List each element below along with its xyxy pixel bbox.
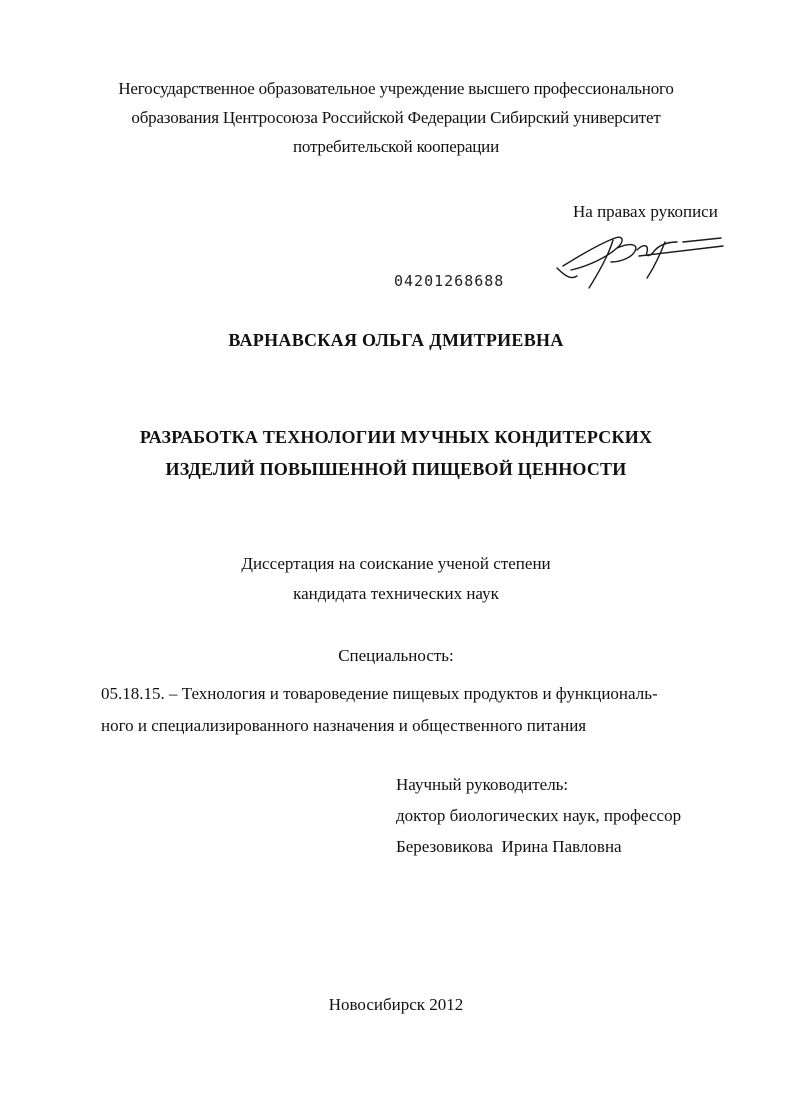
- city-and-year: Новосибирск 2012: [328, 995, 464, 1014]
- advisor-name: Березовикова Ирина Павловна: [396, 837, 622, 856]
- advisor-degree: доктор биологических наук, профессор: [396, 806, 682, 825]
- dissertation-title: [0, 421, 792, 485]
- advisor-label: Научный руководитель:: [396, 775, 569, 794]
- author-name: ВАРНАВСКАЯ ОЛЬГА ДМИТРИЕВНА: [228, 330, 564, 350]
- specialty-label: Специальность:: [338, 646, 454, 665]
- specialty-line-2: ного и специализированного назначения и общественного питания: [101, 716, 587, 735]
- scientific-advisor: [396, 769, 681, 862]
- degree-statement: [0, 549, 792, 609]
- institution-line-3: потребительской кооперации: [293, 137, 499, 156]
- institution-line-1: Негосударственное образовательное учреждение высшего профессионального: [118, 79, 674, 98]
- manuscript-rights-note: На правах рукописи: [573, 202, 718, 221]
- title-line-1: РАЗРАБОТКА ТЕХНОЛОГИИ МУЧНЫХ КОНДИТЕРСКИХ: [139, 427, 653, 447]
- handwritten-signature: [555, 226, 725, 296]
- document-number: 04201268688: [394, 272, 505, 290]
- institution-header: [0, 74, 792, 161]
- institution-line-2: образования Центросоюза Российской Федерации Сибирский университет: [131, 108, 661, 127]
- degree-line-1: Диссертация на соискание ученой степени: [241, 554, 551, 573]
- title-line-2: ИЗДЕЛИЙ ПОВЫШЕННОЙ ПИЩЕВОЙ ЦЕННОСТИ: [165, 459, 627, 479]
- specialty-description: [101, 678, 741, 742]
- specialty-line-1: 05.18.15. – Технология и товароведение пищевых продуктов и функциональ-: [101, 684, 658, 703]
- degree-line-2: кандидата технических наук: [293, 584, 499, 603]
